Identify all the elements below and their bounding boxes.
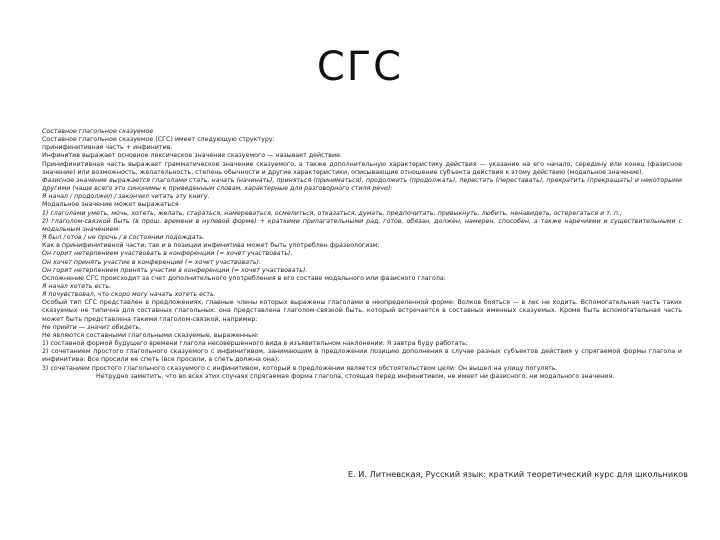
text-line: Составное глагольное сказуемое <box>42 128 154 135</box>
text-line: Инфинитив выражает основное лексическое значение сказуемого — называет действие. <box>42 152 342 160</box>
text-line: Он горит нетерпением принять участие в конференции (= хочет участвовать). <box>42 266 308 274</box>
text-line: Я начал хотеть есть. <box>42 282 112 290</box>
text-line: Осложнение СГС происходит за счет дополнительного употребления в его составе модального или фазисного глагола: <box>42 274 446 282</box>
text-line: Не являются составными глагольными сказуемые, выраженные: <box>42 331 260 339</box>
text-line: Он хочет принять участие в конференции (= хочет участвовать). <box>42 258 262 266</box>
text-line: Модальное значение может выражаться <box>42 201 179 209</box>
text-line: Как в принифинитивной части, так и в позиции инфинитива может быть употреблен фразеологизм: <box>42 242 380 250</box>
text-line: Нетрудно заметить, что во всех этих случаях спрягаемая форма глагола, стоящая перед инфинитивом, не имеет ни фазисного, ни модального значения. <box>96 372 615 380</box>
text-line: принифинитивная часть + инфинитив. <box>42 144 173 152</box>
slide-title: СГС <box>316 44 404 90</box>
text-line: 2) глаголом-связкой быть (в прош. времени в нулевой форме) + краткими прилагательными рад, готов, обязан, должен, намерен, способен, а также наречиями и существительными с модальным значением: <box>42 217 682 233</box>
text-line: Он горит нетерпением участвовать в конференции (= хочет участвовать). <box>42 250 293 258</box>
slide-body-text <box>42 128 682 381</box>
source-citation: Е. И. Литневская, Русский язык: краткий теоретический курс для школьников <box>347 469 688 479</box>
text-line: Особый тип СГС представлен в предложениях, главные члены которых выражены глаголами в неопределенной форме: Волков бояться — в лес не ходить. Вспомогательная часть таких сказуемых не типична для составных глагольных: она представлена глаголом-связкой быть, который встречается в составных именных сказуемых. Кроме быть вспомогательная часть может быть представлена такими глаголом-связкой, например: <box>42 299 682 323</box>
text-line: 2) сочетанием простого глагольного сказуемого с инфинитивом, занимающим в предложении позицию дополнения в случае разных субъектов действия у спрягаемой формы глагола и инфинитива: Все просили ее спеть (все просили, а спеть должна она); <box>42 348 682 364</box>
text-line: Фазисное значение выражается глаголами стать, начать (начинать), приняться (приниматься), продолжить (продолжать), перестать (переставать), прекратить (прекращать) и некоторыми другими (чаще всего это синонимы к приведенным словам, характерные для разговорного стиля речи): <box>42 176 682 193</box>
text-line: Я был готов / не прочь / в состоянии подождать. <box>42 234 205 242</box>
text-line: Принифинитивная часть выражает грамматическое значение сказуемого, а также дополнительную характеристику действия — указание на его начало, середину или конец (фазисное значение) или возможность, желательность, степень обычности и другие характеристики, описывающие отношение субъекта действия к этому действию (модальное значение). <box>42 160 682 176</box>
text-line: Я начал / продолжил / закончил читать эту книгу. <box>42 193 210 201</box>
text-line: Я почувствовал, что скоро могу начать хотеть есть. <box>42 291 216 299</box>
text-line: 1) глаголами уметь, мочь, хотеть, желать, стараться, намереваться, осмелиться, отказаться, думать, предпочитать, привыкнуть, любить, ненавидеть, остерегаться и т. п.; <box>42 209 623 217</box>
text-line: 1) составной формой будущего времени глагола несовершенного вида в изъявительном наклонении: Я завтра буду работать; <box>42 340 468 348</box>
text-line: Не прийти — значит обидеть. <box>42 323 142 331</box>
text-line: Составное глагольное сказуемое (СГС) имеет следующую структуру: <box>42 136 275 144</box>
text-line: 3) сочетанием простого глагольного сказуемого с инфинитивом, который в предложении является обстоятельством цели: Он вышел на улицу погулять. <box>42 364 558 372</box>
